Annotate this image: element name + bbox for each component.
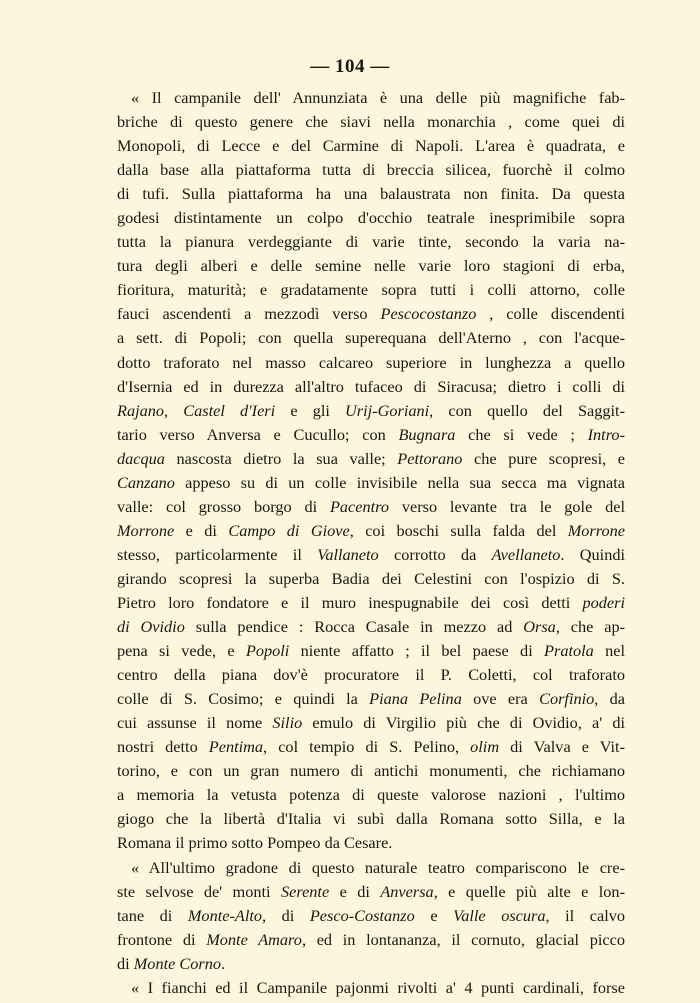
text-line: nostri detto Pentima, col tempio di S. Pelino, olim di Valva e Vit- — [117, 737, 625, 757]
text-line: Rajano, Castel d'Ieri e gli Urij-Goriani, con quello del Saggit- — [117, 400, 625, 420]
text-line: di Monte Corno. — [117, 953, 226, 973]
text-line: a memoria la vetusta potenza di queste valorose nazioni , l'ultimo — [117, 785, 625, 805]
text-line: di Ovidio sulla pendice : Rocca Casale in mezzo ad Orsa, che ap- — [117, 617, 625, 637]
text-line: colle di S. Cosimo; e quindi la Piana Pelina ove era Corfinio, da — [117, 689, 625, 709]
text-line: dacqua nascosta dietro la sua valle; Pettorano che pure scopresi, e — [117, 448, 625, 468]
text-line: Romana il primo sotto Pompeo da Cesare. — [117, 833, 393, 853]
text-line: fioritura, maturità; e gradatamente sopra tutti i colli attorno, colle — [117, 280, 625, 300]
page-number: — 104 — — [310, 56, 390, 77]
text-line: centro della piana dov'è procuratore il P. Coletti, col traforato — [117, 665, 625, 685]
text-line: pena si vede, e Popoli niente affatto ; il bel paese di Pratola nel — [117, 641, 625, 661]
text-line: godesi distintamente un colpo d'occhio teatrale inesprimibile sopra — [117, 208, 625, 228]
text-line: Canzano appeso su di un colle invisibile nella sua secca ma vignata — [117, 472, 625, 492]
text-line: fauci ascendenti a mezzodì verso Pescocostanzo , colle discendenti — [117, 304, 625, 324]
text-line: « All'ultimo gradone di questo naturale teatro compariscono le cre- — [131, 857, 625, 877]
text-line: tura degli alberi e delle semine nelle varie loro stagioni di erba, — [117, 256, 625, 276]
text-line: cui assunse il nome Silio emulo di Virgilio più che di Ovidio, a' di — [117, 713, 625, 733]
text-line: d'Isernia ed in durezza all'altro tufaceo di Siracusa; dietro i colli di — [117, 376, 625, 396]
text-line: stesso, particolarmente il Vallaneto corrotto da Avellaneto. Quindi — [117, 544, 625, 564]
text-line: Morrone e di Campo di Giove, coi boschi sulla falda del Morrone — [117, 520, 625, 540]
text-line: giogo che la libertà d'Italia vi subì dalla Romana sotto Silla, e la — [117, 809, 625, 829]
text-line: tane di Monte-Alto, di Pesco-Costanzo e Valle oscura, il calvo — [117, 905, 625, 925]
text-line: « Il campanile dell' Annunziata è una delle più magnifiche fab- — [131, 88, 625, 107]
text-line: Pietro loro fondatore e il muro inespugnabile dei così detti poderi — [117, 592, 625, 612]
text-line: tario verso Anversa e Cucullo; con Bugnara che si vede ; Intro- — [117, 424, 625, 444]
text-line: torino, e con un gran numero di antichi monumenti, che richiamano — [117, 761, 625, 781]
text-line: dotto traforato nel masso calcareo superiore in lunghezza a quello — [117, 352, 625, 372]
text-line: « I fianchi ed il Campanile pajonmi rivolti a' 4 punti cardinali, forse — [131, 977, 625, 997]
text-line: a sett. di Popoli; con quella superequana dell'Aterno , con l'acque- — [117, 328, 625, 348]
text-line: dalla base alla piattaforma tutta di breccia silicea, fuorchè il colmo — [117, 160, 625, 180]
text-line: frontone di Monte Amaro, ed in lontananza, il cornuto, glacial picco — [117, 929, 625, 949]
text-line: tutta la pianura verdeggiante di varie tinte, secondo la varia na- — [117, 232, 625, 252]
text-line: valle: col grosso borgo di Pacentro verso levante tra le gole del — [117, 496, 625, 516]
text-line: ste selvose de' monti Serente e di Anversa, e quelle più alte e lon- — [117, 881, 625, 901]
text-line: girando scopresi la superba Badia dei Celestini con l'ospizio di S. — [117, 568, 625, 588]
body-text — [117, 86, 625, 1000]
text-line: briche di questo genere che siavi nella monarchia , come quei di — [117, 112, 625, 132]
text-line: di tufi. Sulla piattaforma ha una balaustrata non finita. Da questa — [117, 184, 625, 204]
text-line: Monopoli, di Lecce e del Carmine di Napoli. L'area è quadrata, e — [117, 136, 625, 156]
